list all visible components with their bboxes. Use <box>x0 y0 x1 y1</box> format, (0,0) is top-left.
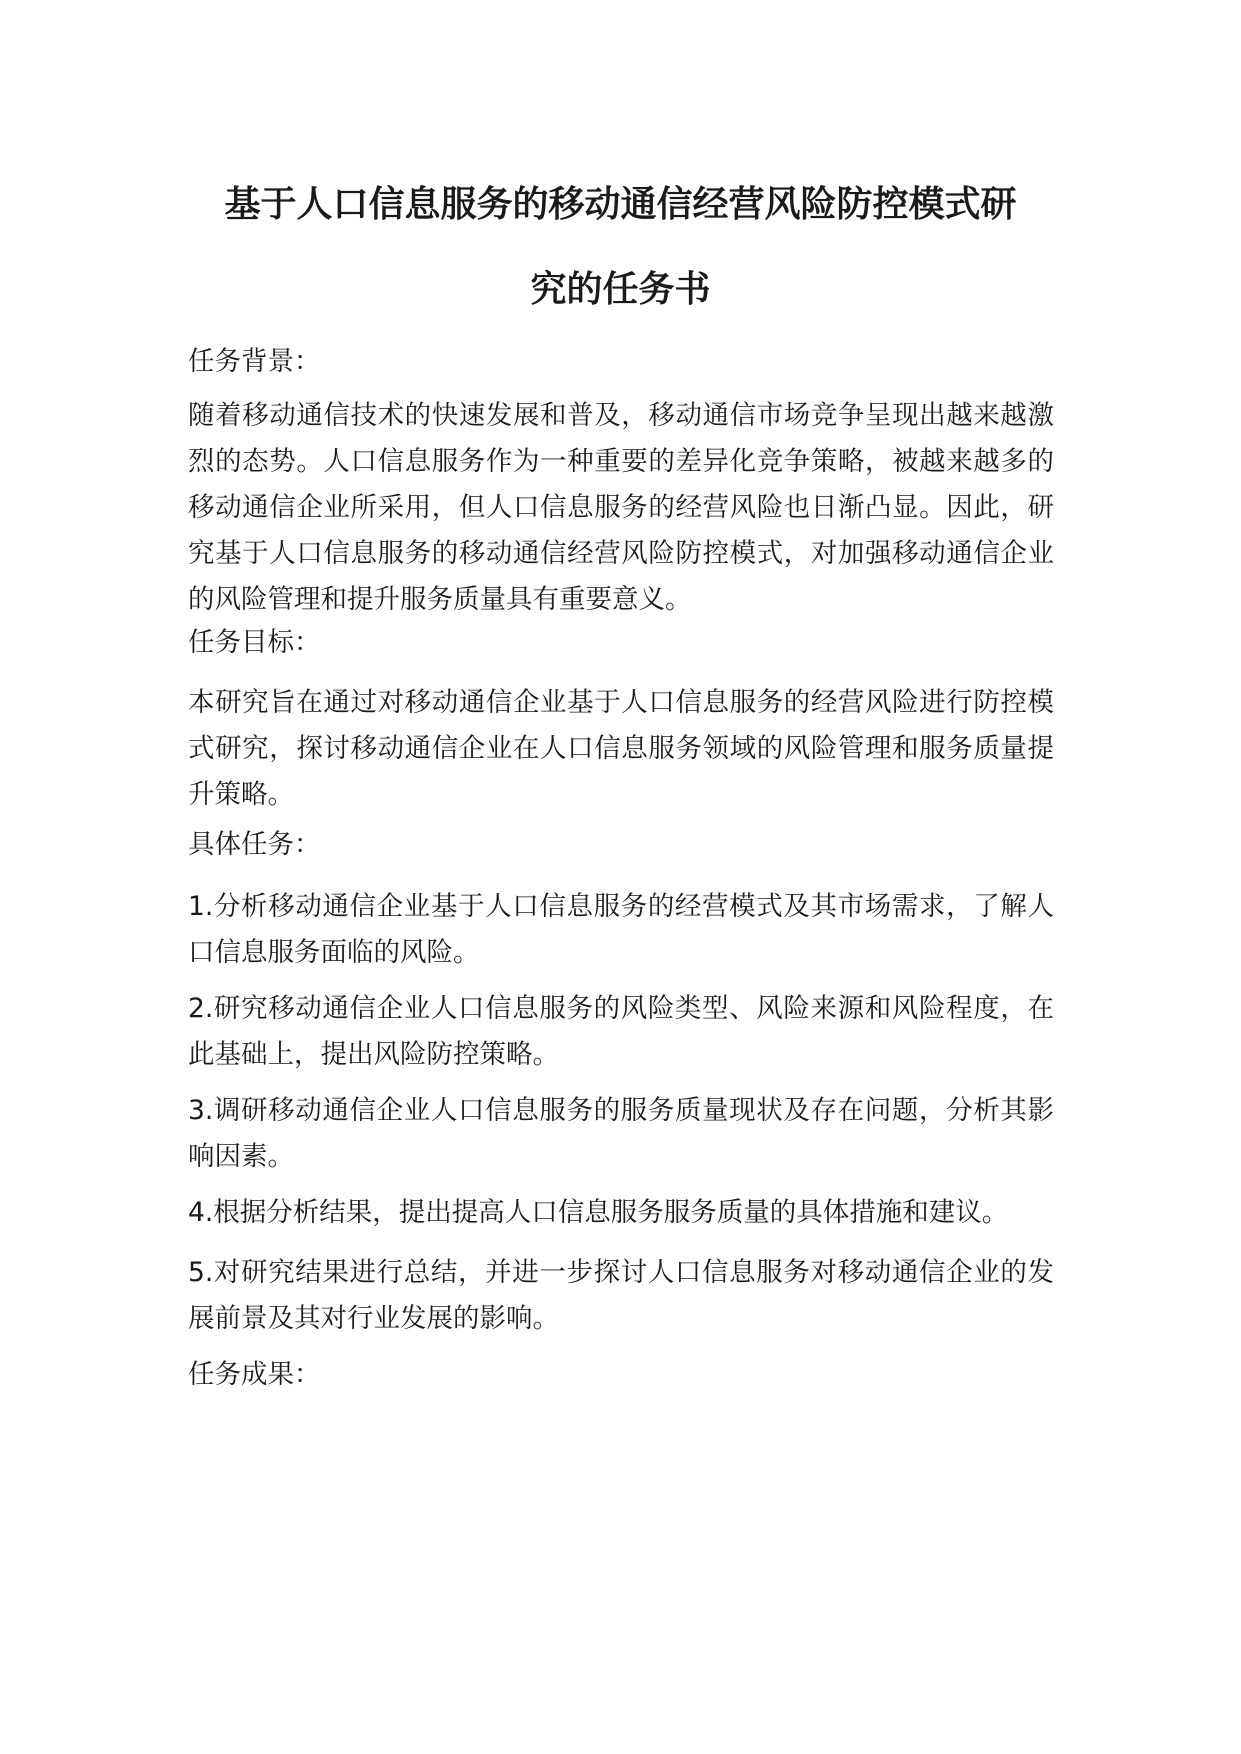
goal-heading: 任务目标： <box>188 627 321 658</box>
task-item-2: 2.研究移动通信企业人口信息服务的风险类型、风险来源和风险程度，在此基础上，提出风险防控策略。 <box>188 993 1054 1070</box>
task-item-5: 5.对研究结果进行总结，并进一步探讨人口信息服务对移动通信企业的发展前景及其对行业发展的影响。 <box>188 1257 1054 1334</box>
task-item-1: 1.分析移动通信企业基于人口信息服务的经营模式及其市场需求，了解人口信息服务面临的风险。 <box>188 891 1054 968</box>
document-title-line-1: 基于人口信息服务的移动通信经营风险防控模式研 <box>224 184 1017 225</box>
background-heading: 任务背景： <box>188 346 321 377</box>
goal-paragraph: 本研究旨在通过对移动通信企业基于人口信息服务的经营风险进行防控模式研究，探讨移动通信企业在人口信息服务领域的风险管理和服务质量提升策略。 <box>188 687 1054 810</box>
tasks-heading: 具体任务： <box>188 829 321 860</box>
task-item-3: 3.调研移动通信企业人口信息服务的服务质量现状及存在问题，分析其影响因素。 <box>188 1095 1054 1172</box>
task-item-4: 4.根据分析结果，提出提高人口信息服务服务质量的具体措施和建议。 <box>188 1197 1009 1228</box>
background-paragraph: 随着移动通信技术的快速发展和普及，移动通信市场竞争呈现出越来越激烈的态势。人口信息服务作为一种重要的差异化竞争策略，被越来越多的移动通信企业所采用，但人口信息服务的经营风险也日渐凸显。因此，研究基于人口信息服务的移动通信经营风险防控模式，对加强移动通信企业的风险管理和提升服务质量具有重要意义。 <box>188 400 1054 615</box>
results-heading: 任务成果： <box>188 1359 321 1390</box>
document-title-line-2: 究的任务书 <box>530 269 711 310</box>
